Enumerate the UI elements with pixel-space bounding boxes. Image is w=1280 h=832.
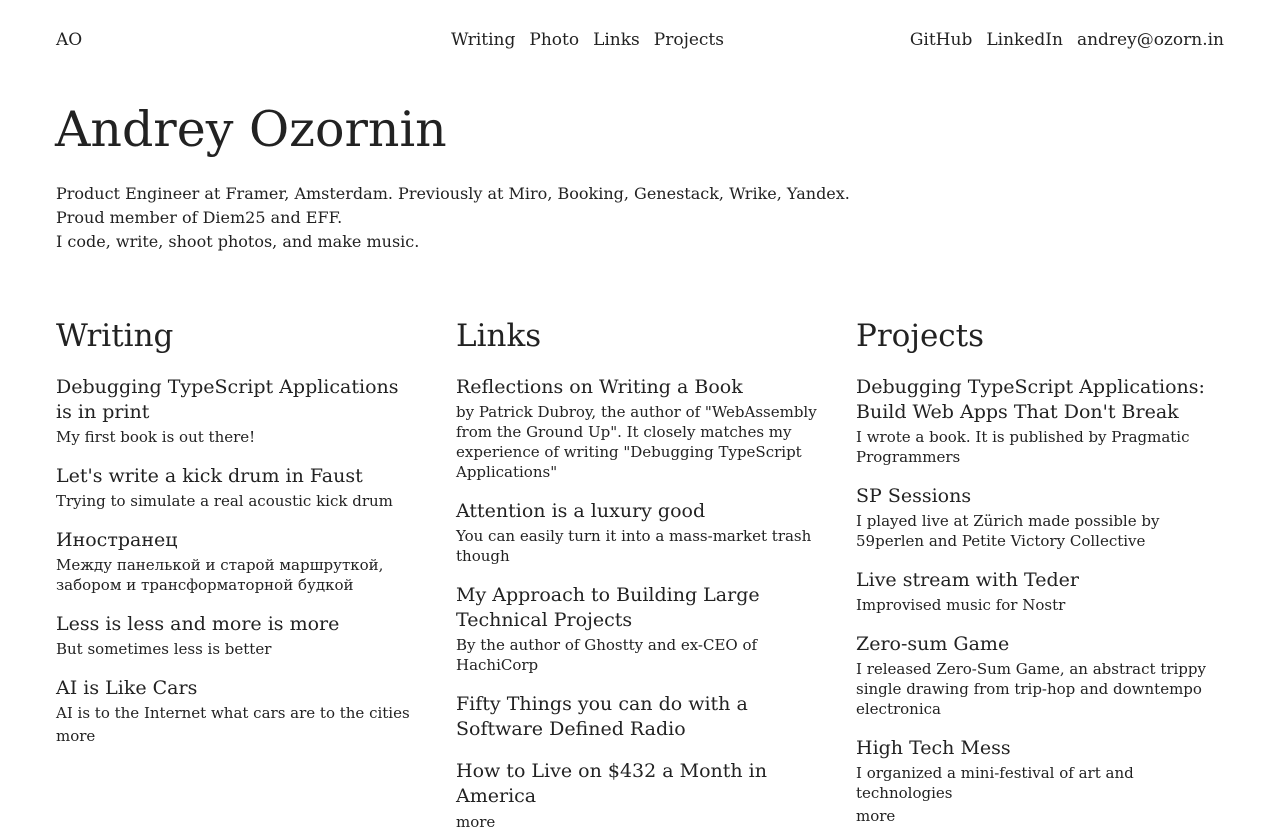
nav-writing[interactable]: Writing xyxy=(451,30,516,50)
social-nav xyxy=(910,30,1224,50)
list-item xyxy=(456,499,826,566)
item-title-link[interactable]: Reflections on Writing a Book xyxy=(456,376,743,398)
links-section xyxy=(456,315,826,832)
item-title-link[interactable]: Live stream with Teder xyxy=(856,569,1079,591)
item-title-link[interactable]: SP Sessions xyxy=(856,485,972,507)
item-title-link[interactable]: Let's write a kick drum in Faust xyxy=(56,465,363,487)
more-projects-link[interactable]: more xyxy=(856,807,896,825)
bio-line: I code, write, shoot photos, and make music. xyxy=(56,232,420,251)
section-heading-links: Links xyxy=(456,318,542,354)
linkedin-link[interactable]: LinkedIn xyxy=(986,30,1063,50)
list-item xyxy=(456,583,826,675)
github-link[interactable]: GitHub xyxy=(909,30,973,50)
item-title-link[interactable]: Less is less and more is more xyxy=(56,613,340,635)
list-item xyxy=(856,484,1226,551)
list-item xyxy=(56,612,416,659)
list-item xyxy=(56,528,416,595)
projects-section xyxy=(856,315,1226,826)
item-description: By the author of Ghostty and ex-CEO of HachiCorp xyxy=(456,636,758,674)
top-navigation xyxy=(56,30,1224,54)
nav-photo[interactable]: Photo xyxy=(529,30,580,50)
logo-link[interactable]: AO xyxy=(56,30,83,50)
list-item xyxy=(56,676,416,723)
item-description: by Patrick Dubroy, the author of "WebAssembly from the Ground Up". It closely matches my experience of writing "Debugging TypeScript Applications" xyxy=(456,403,817,481)
more-writing-link[interactable]: more xyxy=(56,727,96,745)
item-description: I wrote a book. It is published by Pragmatic Programmers xyxy=(856,428,1190,466)
item-description: Improvised music for Nostr xyxy=(856,596,1066,614)
item-description: Trying to simulate a real acoustic kick drum xyxy=(56,492,393,510)
item-title-link[interactable]: Fifty Things you can do with a Software Defined Radio xyxy=(456,693,748,740)
nav-projects[interactable]: Projects xyxy=(653,30,724,50)
list-item xyxy=(856,632,1226,719)
item-title-link[interactable]: Debugging TypeScript Applications is in print xyxy=(56,376,399,423)
list-item xyxy=(456,692,826,742)
item-title-link[interactable]: My Approach to Building Large Technical Projects xyxy=(456,584,760,631)
list-item xyxy=(456,375,826,482)
list-item xyxy=(456,759,826,809)
item-title-link[interactable]: How to Live on $432 a Month in America xyxy=(456,760,767,807)
main-nav xyxy=(451,30,724,50)
item-title-link[interactable]: Debugging TypeScript Applications: Build Web Apps That Don't Break xyxy=(856,376,1205,423)
bio xyxy=(56,182,850,254)
list-item xyxy=(856,736,1226,803)
list-item xyxy=(856,568,1226,615)
item-title-link[interactable]: Zero-sum Game xyxy=(856,633,1010,655)
more-links-link[interactable]: more xyxy=(456,813,496,831)
list-item xyxy=(56,464,416,511)
list-item xyxy=(856,375,1226,467)
page-title: Andrey Ozornin xyxy=(55,101,447,158)
item-title-link[interactable]: High Tech Mess xyxy=(856,737,1011,759)
item-title-link[interactable]: Иностранец xyxy=(56,529,178,551)
item-description: I played live at Zürich made possible by 59perlen and Petite Victory Collective xyxy=(856,512,1160,550)
writing-section xyxy=(56,315,416,746)
bio-line: Proud member of Diem25 and EFF. xyxy=(56,208,343,227)
item-description: You can easily turn it into a mass-market trash though xyxy=(456,527,812,565)
bio-line: Product Engineer at Framer, Amsterdam. Previously at Miro, Booking, Genestack, Wrike, Yandex. xyxy=(56,184,850,203)
item-title-link[interactable]: AI is Like Cars xyxy=(56,677,198,699)
item-description: Между панелькой и старой маршруткой, забором и трансформаторной будкой xyxy=(56,556,384,594)
item-description: I released Zero-Sum Game, an abstract trippy single drawing from trip-hop and downtempo electronica xyxy=(856,660,1206,718)
item-description: But sometimes less is better xyxy=(56,640,272,658)
section-heading-projects: Projects xyxy=(856,318,985,354)
item-title-link[interactable]: Attention is a luxury good xyxy=(456,500,706,522)
email-link[interactable]: andrey@ozorn.in xyxy=(1076,30,1224,50)
nav-links[interactable]: Links xyxy=(593,30,640,50)
item-description: I organized a mini-festival of art and technologies xyxy=(856,764,1134,802)
item-description: AI is to the Internet what cars are to the cities xyxy=(56,704,410,722)
list-item xyxy=(56,375,416,447)
item-description: My first book is out there! xyxy=(56,428,256,446)
section-heading-writing: Writing xyxy=(56,318,174,354)
